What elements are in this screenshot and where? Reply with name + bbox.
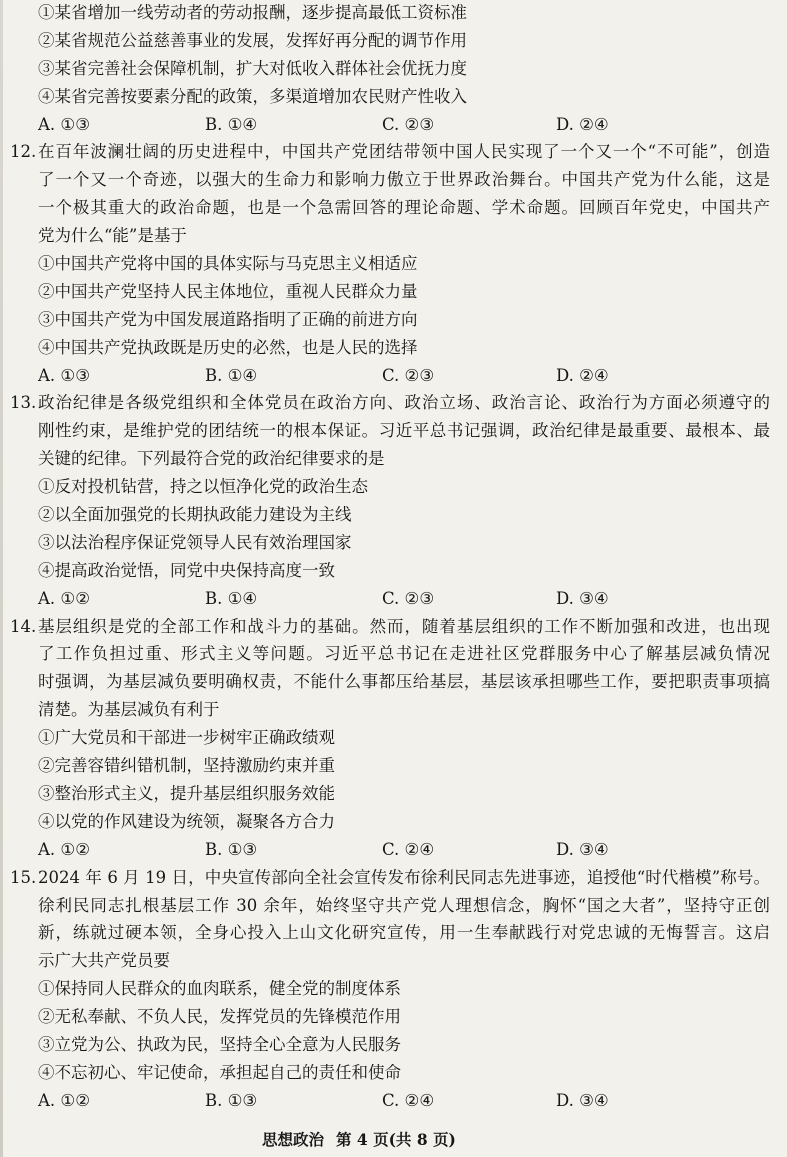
stem-text: 在百年波澜壮阔的历史进程中，中国共产党团结带领中国人民实现了一个又一个“不可能”，创造 [38, 142, 770, 162]
question-12-option-c: C. ②③ [382, 365, 435, 385]
question-13 [0, 389, 787, 612]
stem-text: 清楚。为基层减负有利于 [38, 700, 220, 720]
question-12-stem-line [0, 222, 787, 250]
question-number: 14. [10, 616, 37, 636]
choice-text: ②中国共产党坚持人民主体地位，重视人民群众力量 [38, 281, 418, 301]
question-14-options [0, 836, 787, 864]
question-11-option-d: D. ②④ [556, 114, 609, 134]
choice-text: ①反对投机钻营，持之以恒净化党的政治生态 [38, 477, 368, 497]
choice-text: ①中国共产党将中国的具体实际与马克思主义相适应 [38, 254, 418, 274]
question-12 [0, 138, 787, 389]
question-13-stem-line [0, 417, 787, 445]
choice-text: ④不忘初心、牢记使命，承担起自己的责任和使命 [38, 1062, 401, 1082]
stem-text: 基层组织是党的全部工作和战斗力的基础。然而，随着基层组织的工作不断加强和改进，也出现 [38, 616, 770, 636]
question-13-option-a: A. ①② [38, 588, 90, 608]
question-13-stem-line [0, 389, 787, 417]
question-14-choice [0, 808, 787, 836]
question-11-option-b: B. ①④ [205, 114, 258, 134]
question-15 [0, 864, 787, 1115]
choice-text: ①某省增加一线劳动者的劳动报酬，逐步提高最低工资标准 [38, 3, 467, 22]
question-15-options [0, 1087, 787, 1115]
choice-text: ③以法治程序保证党领导人民有效治理国家 [38, 532, 352, 552]
question-12-option-b: B. ①④ [205, 365, 258, 385]
choice-text: ②完善容错纠错机制，坚持激励约束并重 [38, 756, 335, 776]
question-15-choice [0, 975, 787, 1003]
question-12-options [0, 362, 787, 390]
question-14-option-d: D. ③④ [556, 839, 609, 859]
question-15-choice [0, 1003, 787, 1031]
choice-text: ④以党的作风建设为统领，凝聚各方合力 [38, 811, 335, 831]
question-11-choice [0, 0, 787, 27]
question-15-stem-line [0, 892, 787, 920]
stem-text: 党为什么“能”是基于 [38, 226, 187, 246]
stem-text: 2024 年 6 月 19 日，中央宣传部向全社会宣传发布徐利民同志先进事迹，追授他“时代楷模”称号。 [38, 867, 770, 887]
question-12-choice [0, 334, 787, 362]
choice-text: ②无私奉献、不负人民，发挥党员的先锋模范作用 [38, 1007, 401, 1027]
question-15-option-a: A. ①② [38, 1090, 90, 1110]
question-15-stem-line [0, 919, 787, 947]
question-11-options [0, 111, 787, 139]
stem-text: 一个极其重大的政治命题，也是一个急需回答的理论命题、学术命题。回顾百年党史，中国共产 [38, 198, 770, 218]
question-15-option-b: B. ①③ [205, 1090, 258, 1110]
choice-text: ④某省完善按要素分配的政策，多渠道增加农民财产性收入 [38, 86, 467, 106]
question-13-options [0, 585, 787, 613]
question-14-choice [0, 752, 787, 780]
question-12-stem-line [0, 138, 787, 166]
question-11-choice [0, 27, 787, 55]
question-13-choice [0, 557, 787, 585]
choice-text: ③整治形式主义，提升基层组织服务效能 [38, 783, 335, 803]
question-15-option-c: C. ②④ [382, 1090, 435, 1110]
stem-text: 新，练就过硬本领，全身心投入上山文化研究宣传，用一生奉献践行对党忠诚的无悔誓言。这启 [38, 923, 770, 943]
question-15-option-d: D. ③④ [556, 1090, 609, 1110]
question-14-choice [0, 724, 787, 752]
question-13-stem-line [0, 445, 787, 473]
stem-text: 了一个又一个奇迹，以强大的生命力和影响力傲立于世界政治舞台。中国共产党为什么能，这是 [38, 170, 770, 190]
question-12-choice [0, 250, 787, 278]
question-13-choice [0, 473, 787, 501]
question-13-choice [0, 501, 787, 529]
choice-text: ②某省规范公益慈善事业的发展，发挥好再分配的调节作用 [38, 30, 467, 50]
choice-text: ①广大党员和干部进一步树牢正确政绩观 [38, 728, 335, 748]
footer-subject: 思想政治 [262, 1130, 325, 1149]
question-14 [0, 613, 787, 864]
stem-text: 徐利民同志扎根基层工作 30 余年，始终坚守共产党人理想信念，胸怀“国之大者”，坚持守正创 [38, 895, 770, 915]
question-11-choice [0, 83, 787, 111]
question-12-stem-line [0, 194, 787, 222]
stem-text: 了工作负担过重、形式主义等问题。习近平总书记在走进社区党群服务中心了解基层减负情况 [38, 644, 770, 664]
stem-text: 关键的纪律。下列最符合党的政治纪律要求的是 [38, 449, 385, 469]
question-12-option-a: A. ①③ [38, 365, 90, 385]
question-12-stem-line [0, 166, 787, 194]
choice-text: ③某省完善社会保障机制，扩大对低收入群体社会优抚力度 [38, 58, 467, 78]
question-13-choice [0, 529, 787, 557]
question-11-tail [0, 0, 787, 138]
question-12-option-d: D. ②④ [556, 365, 609, 385]
choice-text: ④中国共产党执政既是历史的必然，也是人民的选择 [38, 337, 418, 357]
choice-text: ③中国共产党为中国发展道路指明了正确的前进方向 [38, 309, 418, 329]
choice-text: ③立党为公、执政为民，坚持全心全意为人民服务 [38, 1034, 401, 1054]
question-12-choice [0, 278, 787, 306]
question-14-stem-line [0, 640, 787, 668]
footer-page-number: 第 4 页(共 8 页) [336, 1130, 456, 1149]
question-14-stem-line [0, 696, 787, 724]
question-number: 12. [10, 142, 37, 162]
question-11-choice [0, 55, 787, 83]
question-13-option-c: C. ②③ [382, 588, 435, 608]
stem-text: 时强调，为基层减负要明确权责，不能什么事都压给基层，基层该承担哪些工作，要把职责事项搞 [38, 672, 770, 692]
stem-text: 示广大共产党员要 [38, 951, 170, 971]
question-12-choice [0, 306, 787, 334]
question-14-option-c: C. ②④ [382, 839, 435, 859]
question-14-option-b: B. ①③ [205, 839, 258, 859]
question-number: 13. [10, 393, 37, 413]
question-15-choice [0, 1059, 787, 1087]
page-footer [262, 1128, 456, 1152]
question-13-option-b: B. ①④ [205, 588, 258, 608]
question-14-stem-line [0, 668, 787, 696]
choice-text: ②以全面加强党的长期执政能力建设为主线 [38, 505, 352, 525]
stem-text: 刚性约束，是维护党的团结统一的根本保证。习近平总书记强调，政治纪律是最重要、最根本、最 [38, 421, 770, 441]
question-14-choice [0, 780, 787, 808]
question-14-option-a: A. ①② [38, 839, 90, 859]
stem-text: 政治纪律是各级党组织和全体党员在政治方向、政治立场、政治言论、政治行为方面必须遵守的 [38, 393, 770, 413]
choice-text: ④提高政治觉悟，同党中央保持高度一致 [38, 560, 335, 580]
choice-text: ①保持同人民群众的血肉联系，健全党的制度体系 [38, 979, 401, 999]
question-13-option-d: D. ③④ [556, 588, 609, 608]
question-15-choice [0, 1031, 787, 1059]
question-15-stem-line [0, 864, 787, 892]
question-11-option-a: A. ①③ [38, 114, 90, 134]
question-number: 15. [10, 867, 37, 887]
question-11-option-c: C. ②③ [382, 114, 435, 134]
question-15-stem-line [0, 947, 787, 975]
question-14-stem-line [0, 613, 787, 641]
